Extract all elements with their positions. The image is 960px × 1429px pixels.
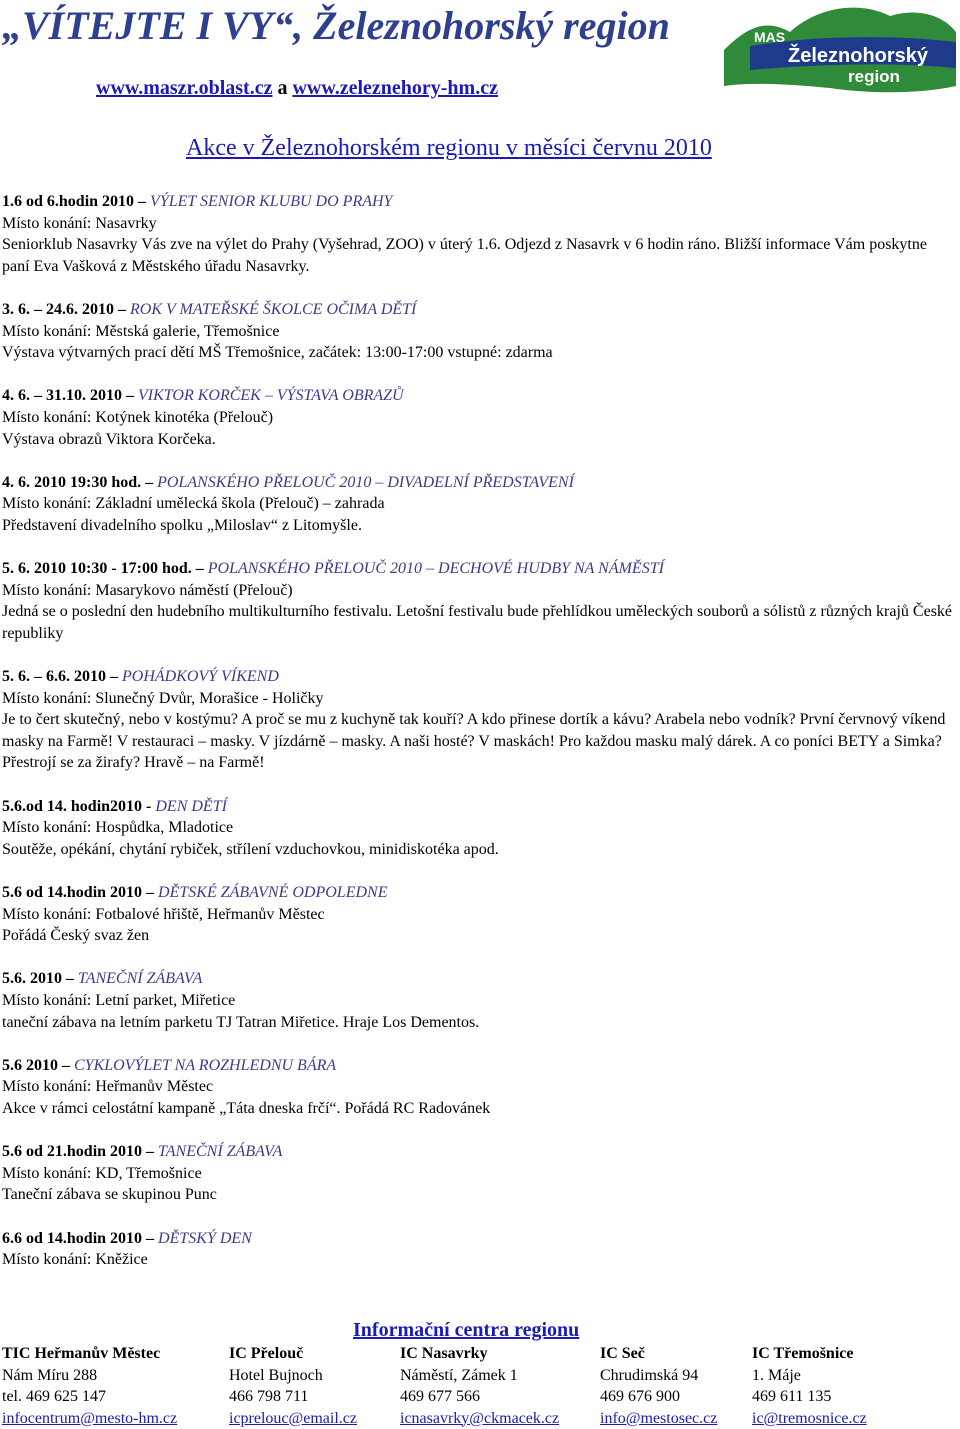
info-center: [600, 1343, 717, 1429]
event-separator: –: [122, 387, 138, 405]
event-venue: Místo konání: Nasavrky: [2, 214, 157, 232]
info-center-name: IC Přelouč: [229, 1345, 304, 1362]
event-venue: Místo konání: Slunečný Dvůr, Morašice - Holičky: [2, 689, 324, 707]
website-links: [96, 76, 498, 100]
info-center-phone: 469 676 900: [600, 1388, 680, 1405]
event-heading: [2, 299, 958, 321]
event-separator: –: [141, 473, 158, 491]
info-center-phone: tel. 469 625 147: [2, 1388, 106, 1405]
event-heading: [2, 882, 958, 904]
info-center-name: IC Seč: [600, 1345, 645, 1362]
event-description: Výstava obrazů Viktora Korčeka.: [2, 430, 216, 448]
info-center-address: Chrudimská 94: [600, 1366, 699, 1384]
event-separator: –: [58, 1056, 74, 1074]
event-date: 5.6 od 14.hodin 2010: [2, 884, 143, 901]
event-separator: –: [142, 1143, 159, 1161]
event-item: [2, 968, 958, 1033]
event-venue: Místo konání: Letní parket, Miřetice: [2, 991, 236, 1009]
event-description: Výstava výtvarných prací dětí MŠ Třemošnice, začátek: 13:00-17:00 vstupné: zdarma: [2, 344, 553, 362]
info-center: [400, 1343, 559, 1429]
event-title: VÝLET SENIOR KLUBU DO PRAHY: [150, 193, 393, 210]
event-title: CYKLOVÝLET NA ROZHLEDNU BÁRA: [74, 1056, 337, 1074]
event-item: [2, 558, 958, 644]
event-description: Jedná se o poslední den hudebního multikulturního festivalu. Letošní festivalu bude přehlídkou uměleckých souborů a sólistů z různých krajů České republiky: [2, 603, 953, 642]
info-center-email[interactable]: infocentrum@mesto-hm.cz: [2, 1409, 178, 1427]
event-title: POLANSKÉHO PŘELOUČ 2010 – DECHOVÉ HUDBY NA NÁMĚSTÍ: [207, 560, 664, 578]
event-separator: –: [191, 560, 208, 578]
info-center-name: IC Třemošnice: [752, 1345, 854, 1362]
event-date: 5.6 2010: [2, 1056, 58, 1074]
event-date: 1.6 od 6.hodin 2010: [2, 193, 135, 210]
event-description: taneční zábava na letním parketu TJ Tatran Miřetice. Hraje Los Dementos.: [2, 1013, 480, 1031]
info-center-email[interactable]: icnasavrky@ckmacek.cz: [400, 1409, 560, 1427]
event-description: Soutěže, opékání, chytání rybiček, střílení vzduchovkou, minidiskotéka apod.: [2, 840, 499, 858]
event-separator: –: [142, 884, 159, 901]
info-center: [752, 1343, 867, 1429]
event-heading: [2, 1141, 958, 1163]
event-title: DEN DĚTÍ: [155, 797, 227, 815]
event-item: [2, 385, 958, 450]
event-venue: Místo konání: Fotbalové hřiště, Heřmanův Městec: [2, 905, 325, 923]
events-list: [2, 191, 958, 1292]
info-center-phone: 469 677 566: [400, 1388, 480, 1405]
event-venue: Místo konání: Hospůdka, Mladotice: [2, 819, 234, 837]
event-title: TANEČNÍ ZÁBAVA: [78, 970, 203, 988]
event-item: [2, 882, 958, 947]
event-item: [2, 666, 958, 774]
logo-text-mas: MAS: [754, 29, 786, 45]
info-center-phone: 466 798 711: [229, 1388, 309, 1405]
info-center-name: IC Nasavrky: [400, 1345, 488, 1362]
event-date: 5.6. 2010: [2, 970, 62, 988]
event-description: Představení divadelního spolku „Miloslav“ z Litomyšle.: [2, 516, 362, 534]
website-link-zeleznehory[interactable]: www.zeleznehory-hm.cz: [292, 77, 498, 99]
event-item: [2, 796, 958, 861]
event-venue: Místo konání: Kněžice: [2, 1251, 148, 1269]
event-item: [2, 1228, 958, 1271]
event-heading: [2, 191, 958, 213]
event-heading: [2, 472, 958, 494]
links-separator: a: [272, 77, 293, 99]
logo-text-name: Železnohorský: [788, 45, 929, 67]
mas-logo: [720, 2, 958, 94]
info-center-email[interactable]: ic@tremosnice.cz: [752, 1409, 867, 1427]
event-separator: –: [106, 668, 122, 686]
event-heading: [2, 1055, 958, 1077]
event-heading: [2, 1228, 958, 1250]
event-date: 4. 6. 2010 19:30 hod.: [2, 473, 142, 491]
event-description: Akce v rámci celostátní kampaně „Táta dneska frčí“. Pořádá RC Radovánek: [2, 1099, 491, 1117]
event-venue: Místo konání: Městská galerie, Třemošnice: [2, 322, 280, 340]
event-date: 6.6 od 14.hodin 2010: [2, 1229, 143, 1247]
event-venue: Místo konání: KD, Třemošnice: [2, 1164, 202, 1182]
event-heading: [2, 968, 958, 990]
event-title: POLANSKÉHO PŘELOUČ 2010 – DIVADELNÍ PŘEDSTAVENÍ: [157, 473, 574, 491]
event-heading: [2, 796, 958, 818]
event-description: Taneční zábava se skupinou Punc: [2, 1186, 217, 1204]
event-date: 5.6.od 14. hodin2010: [2, 797, 143, 815]
event-description: Seniorklub Nasavrky Vás zve na výlet do Prahy (Vyšehrad, ZOO) v úterý 1.6. Odjezd z Nasavrk v 6 hodin ráno. Bližší informace Vám poskytne paní Eva Vašková z Městského úřadu Nasavrky.: [2, 236, 927, 275]
logo-text-region: region: [848, 67, 900, 86]
info-center: [2, 1343, 177, 1429]
event-separator: -: [142, 797, 156, 815]
event-item: [2, 472, 958, 537]
event-venue: Místo konání: Masarykovo náměstí (Přelouč): [2, 581, 293, 599]
footer-title: Informační centra regionu: [353, 1319, 580, 1341]
event-item: [2, 191, 958, 277]
info-center-phone: 469 611 135: [752, 1388, 832, 1405]
event-title: DĚTSKÉ ZÁBAVNÉ ODPOLEDNE: [158, 884, 388, 901]
info-center-address: Hotel Bujnoch: [229, 1366, 323, 1384]
info-center-address: 1. Máje: [752, 1366, 801, 1384]
event-heading: [2, 385, 958, 407]
event-heading: [2, 558, 958, 580]
page-title: „VÍTEJTE I VY“, Železnohorský region: [2, 3, 670, 48]
info-center-address: Náměstí, Zámek 1: [400, 1366, 518, 1384]
event-heading: [2, 666, 958, 688]
event-description: Je to čert skutečný, nebo v kostýmu? A proč se mu z kuchyně tak kouří? A kdo přinese dortík a kávu? Arabela nebo vodník? První červnový víkend masky na Farmě! V restauraci – masky. V jízdárně – masky. A naši hosté? V maskách! Pro každou masku malý dárek. A co poníci BETY a Simka? Přestrojí se za žirafy? Hravě – na Farmě!: [2, 711, 946, 772]
event-separator: –: [62, 970, 78, 988]
event-date: 4. 6. – 31.10. 2010: [2, 387, 122, 405]
event-venue: Místo konání: Kotýnek kinotéka (Přelouč): [2, 408, 274, 426]
event-item: [2, 1055, 958, 1120]
event-separator: –: [134, 193, 151, 210]
event-venue: Místo konání: Základní umělecká škola (Přelouč) – zahrada: [2, 495, 385, 513]
event-item: [2, 1141, 958, 1206]
event-date: 5.6 od 21.hodin 2010: [2, 1143, 143, 1161]
info-center-email[interactable]: icprelouc@email.cz: [229, 1409, 357, 1427]
event-separator: –: [114, 300, 130, 318]
event-date: 5. 6. – 6.6. 2010: [2, 668, 106, 686]
event-title: TANEČNÍ ZÁBAVA: [158, 1143, 283, 1161]
event-date: 3. 6. – 24.6. 2010: [2, 300, 114, 318]
info-center-name: TIC Heřmanův Městec: [2, 1345, 161, 1362]
event-venue: Místo konání: Heřmanův Městec: [2, 1078, 214, 1096]
document-title: Akce v Železnohorském regionu v měsíci červnu 2010: [186, 135, 712, 161]
event-title: DĚTSKÝ DEN: [158, 1229, 252, 1247]
info-center-email[interactable]: info@mestosec.cz: [600, 1409, 718, 1427]
event-title: VIKTOR KORČEK – VÝSTAVA OBRAZŮ: [138, 387, 404, 405]
info-center-address: Nám Míru 288: [2, 1366, 98, 1384]
event-date: 5. 6. 2010 10:30 - 17:00 hod.: [2, 560, 192, 578]
info-center: [229, 1343, 357, 1429]
event-separator: –: [142, 1229, 159, 1247]
event-description: Pořádá Český svaz žen: [2, 927, 150, 945]
event-title: POHÁDKOVÝ VÍKEND: [122, 668, 279, 686]
website-link-maszr[interactable]: www.maszr.oblast.cz: [96, 77, 273, 99]
event-item: [2, 299, 958, 364]
event-title: ROK V MATEŘSKÉ ŠKOLCE OČIMA DĚTÍ: [130, 300, 417, 318]
